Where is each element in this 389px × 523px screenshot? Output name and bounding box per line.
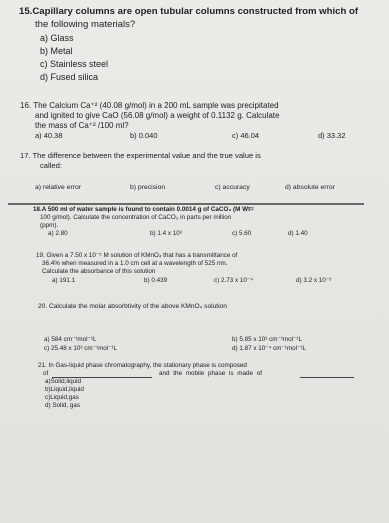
question-18-stem-line2: 100 g/mol). Calculate the concentration of CaCO₃ in parts per million xyxy=(40,214,232,221)
question-16-stem-line2: and ignited to give CaO (56.08 g/mol) a weight of 0.1132 g. Calculate xyxy=(35,111,280,120)
question-17-option-a[interactable]: a) relative error xyxy=(35,184,82,191)
question-20-option-a[interactable]: a) 584 cm⁻¹mol⁻¹L xyxy=(44,336,97,343)
question-21-option-d[interactable]: d) Solid, gas xyxy=(45,402,81,409)
question-15-option-d[interactable]: d) Fused silica xyxy=(40,72,99,82)
answer-blank-2[interactable] xyxy=(300,377,354,378)
question-15-option-a[interactable]: a) Glass xyxy=(40,33,74,43)
question-20-option-b[interactable]: b) 5.85 x 10³ cm⁻¹mol⁻¹L xyxy=(232,336,302,343)
question-19-stem-line3: Calculate the absorbance of this solution xyxy=(42,268,156,275)
question-19-stem-line2: 36.4% when measured in a 1.0 cm cell at a wavelength of 525 nm. xyxy=(42,260,228,267)
question-21-option-a[interactable]: a)Solid,liquid xyxy=(45,378,82,385)
question-15-stem-line2: the following materials? xyxy=(35,19,136,30)
question-19-option-a[interactable]: a) 191.1 xyxy=(52,277,76,284)
question-16-stem-line3: the mass of Ca⁺² /100 ml? xyxy=(35,121,129,130)
question-16-option-c[interactable]: c) 46.04 xyxy=(232,131,260,140)
question-21-stem-line1: 21. In Gas-liquid phase chromatography, the stationary phase is composed xyxy=(38,362,247,369)
question-20-option-d[interactable]: d) 1.87 x 10⁻⁴ cm⁻¹mol⁻¹L xyxy=(232,345,306,352)
question-18-option-b[interactable]: b) 1.4 x 10³ xyxy=(150,230,182,237)
question-17-stem-line1: 17. The difference between the experimental value and the true value is xyxy=(20,151,261,160)
question-18-stem-line1: 18.A 500 ml of water sample is found to contain 0.0014 g of CaCO₃ (M Wt= xyxy=(33,206,254,213)
question-20-option-c[interactable]: c) 25.48 x 10³ cm⁻¹mol⁻¹L xyxy=(44,345,118,352)
question-18-option-a[interactable]: a) 2.80 xyxy=(48,230,68,237)
question-20-stem-line1: 20. Calculate the molar absorbtivity of the above KMnO₄ solution xyxy=(38,303,227,310)
question-21-option-c[interactable]: c)Liquid,gas xyxy=(45,394,79,401)
question-15-stem-line1: 15.Capillary columns are open tubular columns constructed from which of xyxy=(19,6,359,17)
question-19-option-b[interactable]: b) 0.439 xyxy=(144,277,168,284)
section-divider xyxy=(8,203,364,205)
question-21-option-b[interactable]: b)Liquid,liquid xyxy=(45,386,84,393)
question-16-option-d[interactable]: d) 33.32 xyxy=(318,131,346,140)
question-15-option-b[interactable]: b) Metal xyxy=(40,46,73,56)
question-17-option-d[interactable]: d) absolute error xyxy=(285,184,335,191)
question-17-stem-line2: called: xyxy=(40,161,62,170)
question-18-stem-line3: (ppm). xyxy=(40,222,59,229)
question-18-option-c[interactable]: c) 5.60 xyxy=(232,230,252,237)
question-16-stem-line1: 16. The Calcium Ca⁺² (40.08 g/mol) in a 200 mL sample was precipitated xyxy=(20,101,279,110)
question-19-option-c[interactable]: c) 2.73 x 10⁻⁴ xyxy=(214,277,253,284)
question-17-option-c[interactable]: c) accuracy xyxy=(215,184,250,191)
question-17-option-b[interactable]: b) precision xyxy=(130,184,166,191)
question-15-option-c[interactable]: c) Stainless steel xyxy=(40,59,109,69)
question-16-option-a[interactable]: a) 40.38 xyxy=(35,131,63,140)
question-21-stem-line2-start: of xyxy=(43,370,49,377)
question-21-stem-line2-end: and the mobile phase is made of xyxy=(159,370,263,377)
question-16-option-b[interactable]: b) 0.040 xyxy=(130,131,158,140)
question-19-stem-line1: 19. Given a 7.50 x 10⁻⁵ M solution of KMnO₄ that has a transmittance of xyxy=(36,252,238,259)
question-18-option-d[interactable]: d) 1.40 xyxy=(288,230,308,237)
question-19-option-d[interactable]: d) 3.2 x 10⁻³ xyxy=(296,277,332,284)
